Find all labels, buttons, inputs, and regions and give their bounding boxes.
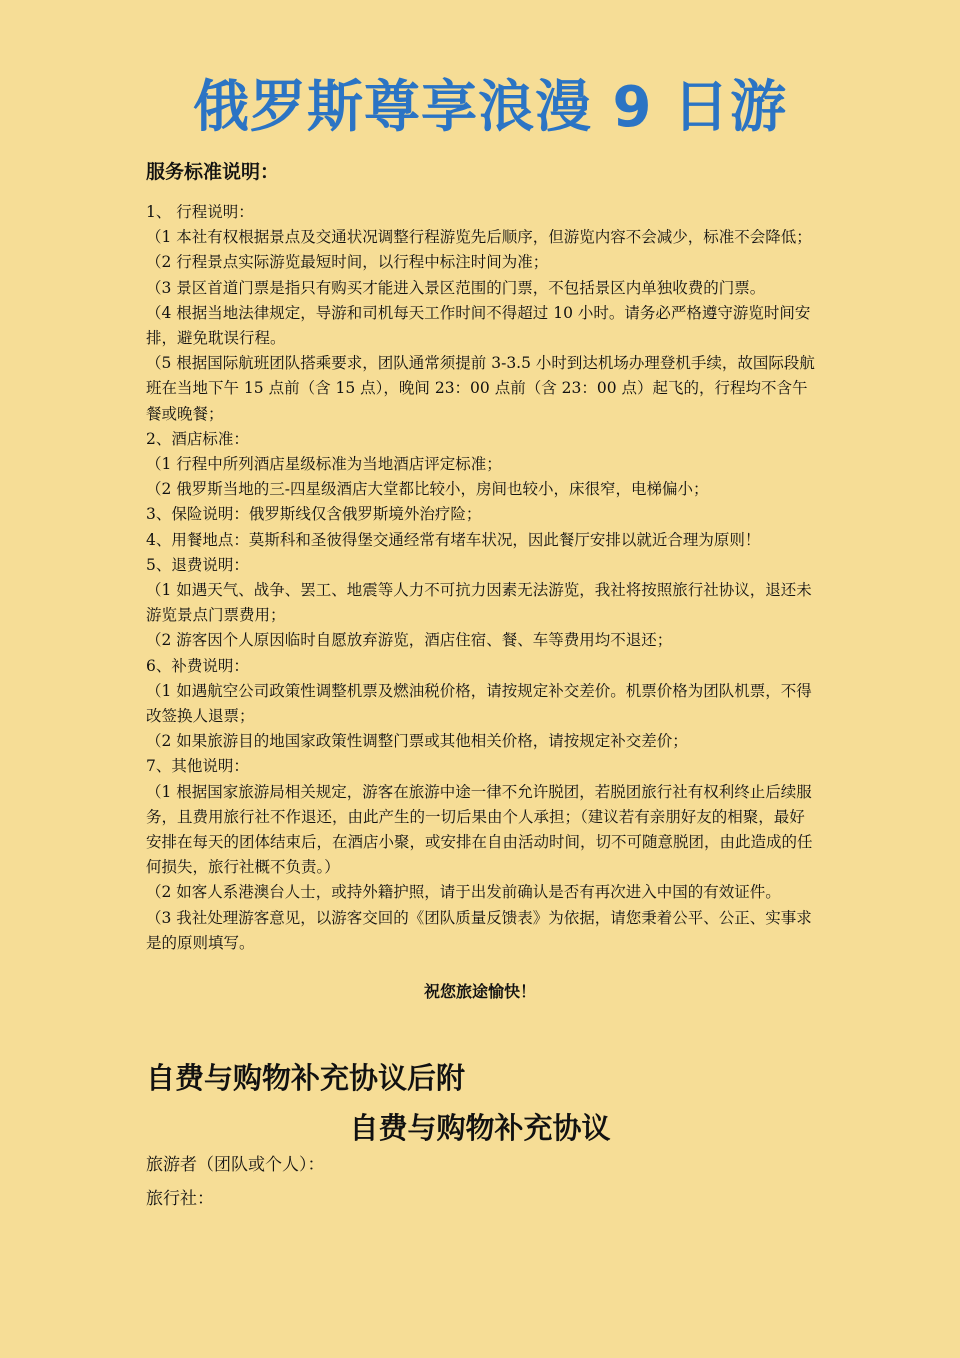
section-heading-service-standards: 服务标准说明： bbox=[146, 161, 280, 183]
field-tourist-label: 旅游者（团队或个人）： bbox=[146, 1155, 325, 1175]
paragraph-supplement-2: （2 如果旅游目的地国家政策性调整门票或其他相关价格，请按规定补交差价； bbox=[146, 732, 688, 751]
paragraph-insurance: 3、保险说明：俄罗斯线仅含俄罗斯境外治疗险； bbox=[146, 505, 482, 524]
field-agency-label: 旅行社： bbox=[146, 1189, 214, 1209]
paragraph-itinerary-heading: 1、 行程说明： bbox=[146, 203, 254, 221]
service-standards-body bbox=[146, 200, 818, 956]
paragraph-itinerary-1: （1 本社有权根据景点及交通状况调整行程游览先后顺序，但游览内容不会减少，标准不会降低； bbox=[146, 228, 812, 247]
appendix-heading: 自费与购物补充协议后附 bbox=[146, 1061, 466, 1095]
paragraph-hotel-2: （2 俄罗斯当地的三-四星级酒店大堂都比较小，房间也较小，床很窄，电梯偏小； bbox=[146, 480, 709, 499]
main-title: 俄罗斯尊享浪漫 9 日游 bbox=[193, 75, 787, 140]
paragraph-refund-heading: 5、退费说明： bbox=[146, 555, 249, 574]
paragraph-hotel-1: （1 行程中所列酒店星级标准为当地酒店评定标准； bbox=[146, 455, 502, 474]
paragraph-itinerary-2: （2 行程景点实际游览最短时间，以行程中标注时间为准； bbox=[146, 253, 549, 272]
paragraph-itinerary-4: （4 根据当地法律规定，导游和司机每天工作时间不得超过 10 小时。请务必严格遵守游览时间安排，避免耽误行程。 bbox=[146, 303, 811, 348]
paragraph-other-1: （1 根据国家旅游局相关规定，游客在旅游中途一律不允许脱团，若脱团旅行社有权利终止后续服务，且费用旅行社不作退还，由此产生的一切后果由个人承担；（建议若有亲朋好友的相聚，最好安排在每天的团体结束后，在酒店小聚，或安排在自由活动时间，切不可随意脱团，由此造成的任何损失，旅行社概不负责。） bbox=[146, 782, 813, 877]
paragraph-hotel-heading: 2、酒店标准： bbox=[146, 429, 249, 448]
paragraph-supplement-1: （1 如遇航空公司政策性调整机票及燃油税价格，请按规定补交差价。机票价格为团队机票，不得改签换人退票； bbox=[146, 681, 812, 726]
paragraph-itinerary-3: （3 景区首道门票是指只有购买才能进入景区范围的门票，不包括景区内单独收费的门票。 bbox=[146, 278, 766, 297]
closing-wish: 祝您旅途愉快！ bbox=[423, 982, 536, 1001]
paragraph-refund-1: （1 如遇天气、战争、罢工、地震等人力不可抗力因素无法游览，我社将按照旅行社协议，退还未游览景点门票费用； bbox=[146, 581, 812, 625]
agreement-title: 自费与购物补充协议 bbox=[349, 1111, 611, 1145]
paragraph-other-3: （3 我社处理游客意见，以游客交回的《团队质量反馈表》为依据，请您秉着公平、公正、实事求是的原则填写。 bbox=[146, 908, 812, 952]
paragraph-other-heading: 7、其他说明： bbox=[146, 757, 249, 776]
paragraph-supplement-heading: 6、补费说明： bbox=[146, 656, 249, 675]
paragraph-refund-2: （2 游客因个人原因临时自愿放弃游览，酒店住宿、餐、车等费用均不退还； bbox=[146, 631, 673, 650]
paragraph-itinerary-5: （5 根据国际航班团队搭乘要求，团队通常须提前 3-3.5 小时到达机场办理登机手续，故国际段航班在当地下午 15 点前（含 15 点），晚间 23：00 点前（含 23：00 点）起飞的，行程均不含午餐或晚餐； bbox=[146, 354, 815, 423]
paragraph-other-2: （2 如客人系港澳台人士，或持外籍护照，请于出发前确认是否有再次进入中国的有效证件。 bbox=[146, 883, 781, 902]
paragraph-dining: 4、用餐地点：莫斯科和圣彼得堡交通经常有堵车状况，因此餐厅安排以就近合理为原则！ bbox=[146, 530, 761, 549]
